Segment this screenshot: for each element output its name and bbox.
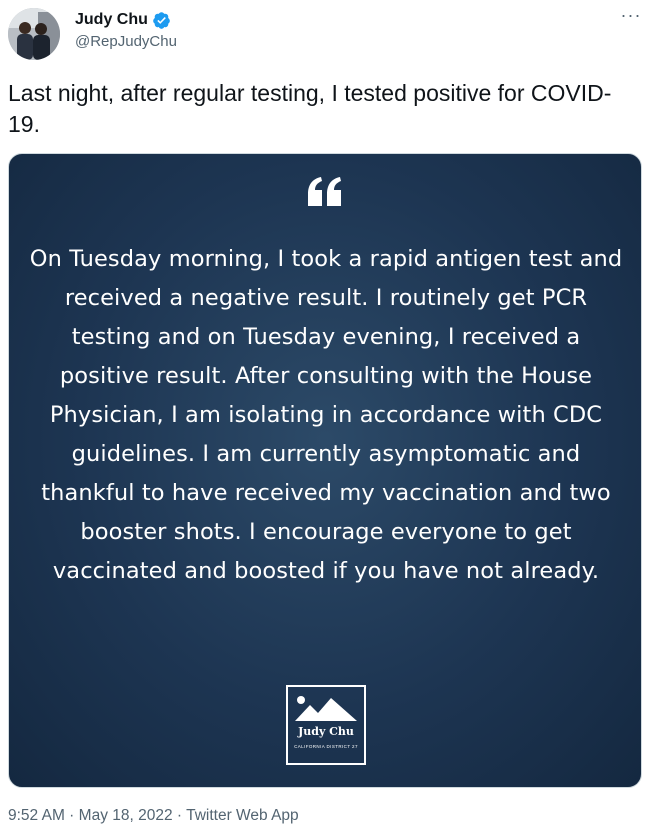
tweet-header <box>0 0 650 70</box>
mountain-logo-icon <box>294 693 358 723</box>
tweet-meta <box>8 807 299 825</box>
statement-text: On Tuesday morning, I took a rapid antigen test and received a negative result. I routinely get PCR testing and on Tuesday evening, I received a positive result. After consulting with the House Physician, I am isolating in accordance with CDC guidelines. I am currently asymptomatic and thankful to have received my vaccination and two booster shots. I encourage everyone to get vaccinated and boosted if you have not already. <box>29 246 623 584</box>
logo-name: Judy Chu <box>298 725 354 738</box>
display-name[interactable]: Judy Chu <box>75 11 148 28</box>
quote-mark-icon <box>9 176 641 213</box>
verified-badge-icon <box>152 11 171 30</box>
user-handle[interactable]: @RepJudyChu <box>75 33 177 50</box>
more-options-icon[interactable]: ··· <box>620 5 642 25</box>
tweet-text: Last night, after regular testing, I tested positive for COVID-19. <box>8 80 612 137</box>
meta-separator: · <box>64 807 79 824</box>
tweet-time[interactable]: 9:52 AM <box>8 807 65 824</box>
tweet-image[interactable] <box>8 153 642 788</box>
meta-separator: · <box>172 807 187 824</box>
avatar-photo-icon <box>8 8 60 60</box>
logo-subtitle: CALIFORNIA DISTRICT 27 <box>294 744 358 749</box>
tweet-source[interactable]: Twitter Web App <box>186 807 299 824</box>
judy-chu-logo <box>286 685 366 765</box>
tweet-date[interactable]: May 18, 2022 <box>78 807 173 824</box>
avatar[interactable] <box>8 8 60 60</box>
